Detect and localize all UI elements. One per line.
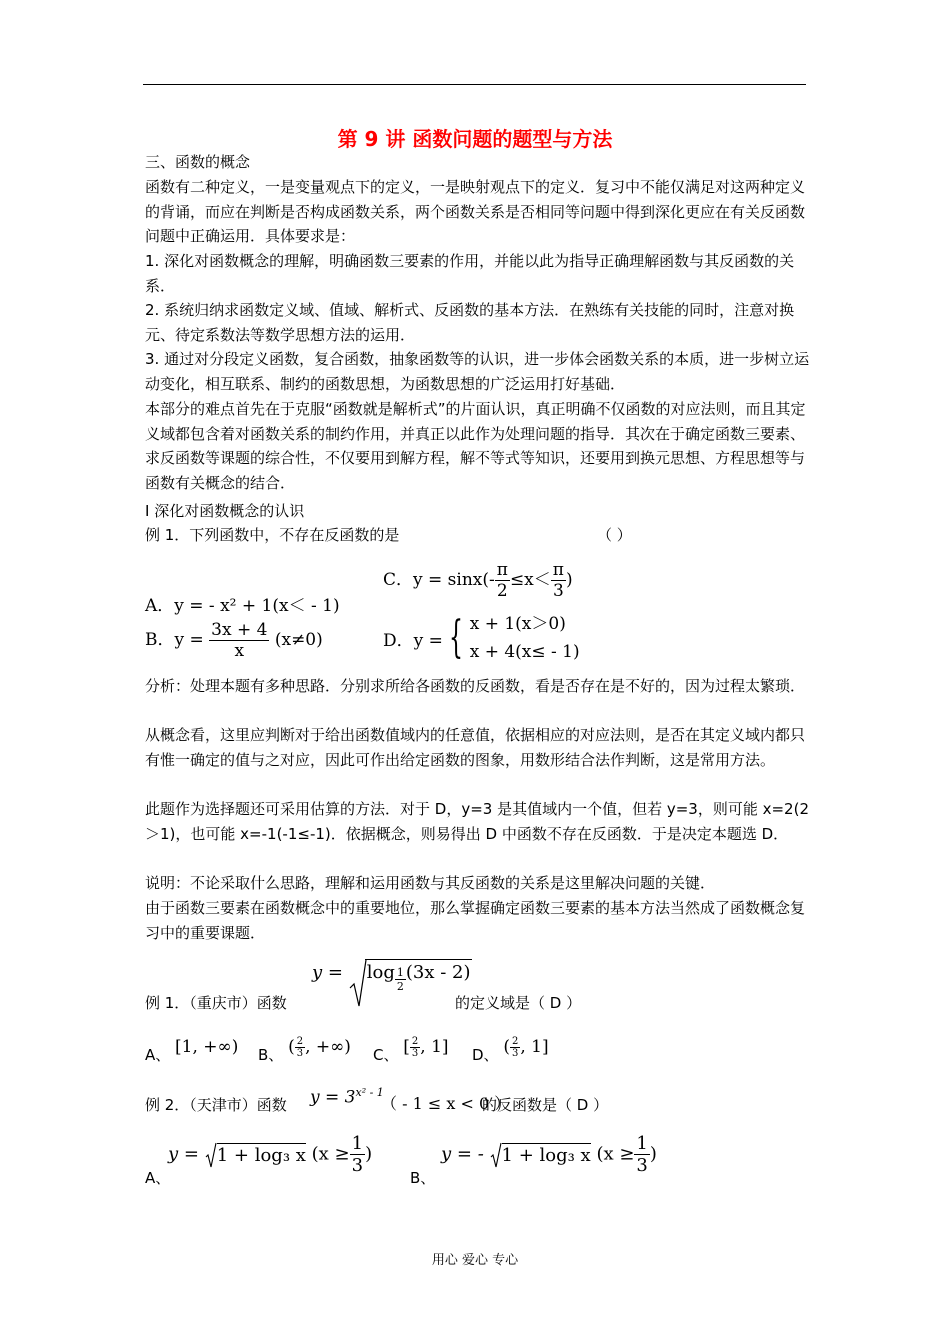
example3-condition: （ - 1 ≤ x < 0 ）: [381, 1094, 511, 1113]
header-rule: [143, 84, 806, 85]
option-a-condition: (x ≥: [311, 1143, 350, 1165]
difficulty-paragraph: 本部分的难点首先在于克服“函数就是解析式”的片面认识，真正明确不仅函数的对应法则，而且其定义域都包含着对函数关系的制约作用，并真正以此作为处理问题的指导．其次在于确定函数三要素、求反函数等课题的综合性，不仅要用到解方程，解不等式等知识，还要用到换元思想、方程思想等与函数有关概念的结合．: [145, 400, 806, 492]
intro-paragraph: 函数有二种定义，一是变量观点下的定义，一是映射观点下的定义．复习中不能仅满足对这两种定义的背诵，而应在判断是否构成函数关系，两个函数关系是否相同等问题中得到深化更应在有关反函数问题中正确运用．具体要求是：: [145, 178, 806, 246]
option-a-num: 1: [351, 1133, 364, 1154]
option-c-num-1: π: [496, 560, 508, 580]
example2-y: y =: [312, 962, 343, 983]
option-b-radical: [490, 1142, 591, 1168]
option-d-label: D、: [472, 1046, 499, 1064]
analysis-paragraph-1: 分析：处理本题有多种思路．分别求所给各函数的反函数，看是否存在是不好的，因为过程太繁琐．: [145, 677, 806, 695]
option-c-fraction-2: [551, 560, 566, 601]
option-b-num: 2: [296, 1036, 304, 1047]
option-a-radical: [205, 1142, 306, 1168]
option-d-case-2: x + 4(x≤ - 1): [469, 642, 580, 662]
example1-option-d: [383, 610, 580, 666]
option-d-cases: [470, 610, 580, 666]
option-c-open: [: [403, 1037, 410, 1057]
option-c-suffix: ): [565, 570, 573, 590]
option-c-den: 3: [411, 1048, 419, 1059]
option-b-close: , +∞): [305, 1037, 351, 1057]
radical-sign-icon: [205, 1142, 217, 1168]
option-a-radicand: 1 + log₃ x: [216, 1144, 306, 1166]
option-d-case-1: x + 1(x＞0): [469, 614, 566, 634]
option-b-open: (: [288, 1037, 295, 1057]
option-b-radicand: 1 + log₃ x: [501, 1144, 591, 1166]
option-c-den-2: 3: [552, 581, 564, 601]
option-b-den: 3: [296, 1048, 304, 1059]
option-b-fraction: [634, 1133, 649, 1176]
example2-option-c: [373, 1036, 449, 1067]
option-a-den: 3: [351, 1155, 364, 1176]
log-base-denominator: 2: [396, 980, 404, 993]
option-c-num-2: π: [552, 560, 564, 580]
requirement-1: 1. 深化对函数概念的理解，明确函数三要素的作用，并能以此为指导正确理解函数与其反函数的关系．: [145, 252, 795, 295]
example2-option-b: [258, 1036, 351, 1067]
example3-prefix: 例 2．（天津市）函数: [145, 1096, 287, 1114]
option-d-prefix: D．y =: [383, 630, 443, 651]
example3-base: y = 3: [310, 1087, 356, 1108]
log-base-numerator: 1: [396, 966, 404, 979]
option-b-denominator: x: [234, 641, 245, 661]
option-d-den: 3: [511, 1048, 519, 1059]
analysis-paragraph-3: 此题作为选择题还可采用估算的方法．对于 D，y=3 是其值域内一个值，但若 y=3，则可能 x=2(2＞1)，也可能 x=-1(-1≤-1)．依据概念，则易得出 D 中函数不存在反函数．于是决定本题选 D．: [145, 800, 809, 843]
option-b-den: 3: [636, 1155, 648, 1176]
option-b-label: B、: [258, 1046, 284, 1064]
example3-suffix: 的反函数是（ D ）: [482, 1096, 609, 1114]
option-a-label: A、: [145, 1046, 171, 1064]
analysis-paragraph-2: 从概念看，这里应判断对于给出函数值域内的任意值，依据相应的对应法则，是否在其定义域内都只有惟一确定的值与之对应，因此可作出给定函数的图象，用数形结合法作判断，这是常用方法。: [145, 726, 806, 769]
page-title: 第 9 讲 函数问题的题型与方法: [337, 127, 613, 151]
example3-formula: [310, 1086, 384, 1108]
option-c-middle: ≤x＜: [509, 570, 551, 590]
option-b-value: [288, 1037, 351, 1057]
option-a-fraction: [350, 1133, 365, 1176]
example1-stem: 例 1．下列函数中，不存在反函数的是: [145, 526, 400, 544]
option-b-condition: (x≠0): [274, 630, 323, 650]
example2-option-a: [145, 1037, 239, 1065]
option-b-lhs: y = -: [441, 1143, 484, 1165]
radical-sign-icon: [490, 1142, 502, 1168]
option-b-condition: (x ≥: [596, 1143, 635, 1165]
option-c-label: C、: [373, 1046, 399, 1064]
option-a-value: [1, +∞): [175, 1037, 239, 1057]
example1-option-c: [383, 560, 573, 601]
example3-exponent: x² - 1: [355, 1086, 384, 1099]
example2-prefix: 例 1．（重庆市）函数: [145, 994, 287, 1012]
option-d-brace: {: [449, 612, 464, 663]
note-paragraph: 说明：不论采取什么思路，理解和运用函数与其反函数的关系是这里解决问题的关键．: [145, 874, 716, 892]
option-c-num: 2: [411, 1036, 419, 1047]
option-c-close: , 1]: [420, 1037, 449, 1057]
option-d-value: [503, 1037, 548, 1057]
requirement-3: 3. 通过对分段定义函数，复合函数，抽象函数等的认识，进一步体会函数关系的本质，进一步树立运动变化，相互联系、制约的函数思想，为函数思想的广泛运用打好基础．: [145, 350, 810, 393]
subsection-heading: Ⅰ 深化对函数概念的认识: [145, 502, 305, 520]
example1-option-b: [145, 620, 323, 661]
option-c-value: [403, 1037, 448, 1057]
requirement-2: 2. 系统归纳求函数定义域、值域、解析式、反函数的基本方法．在熟练有关技能的同时，注意对换元、待定系数法等数学思想方法的运用．: [145, 301, 795, 344]
transition-paragraph: 由于函数三要素在函数概念中的重要地位，那么掌握确定函数三要素的基本方法当然成了函数概念复习中的重要课题．: [145, 899, 806, 942]
option-b-close: ): [649, 1143, 657, 1165]
example1-answer-blank: （ ）: [597, 526, 632, 544]
example2-formula: [312, 958, 472, 1008]
example1-option-a: A．y = - x² + 1(x＜ - 1): [145, 596, 340, 616]
option-a-lhs: y =: [168, 1143, 199, 1165]
example2-log: log: [366, 962, 395, 983]
example3-option-a: [168, 1133, 372, 1176]
option-c-fraction-1: [495, 560, 510, 601]
option-b-num: 1: [636, 1133, 648, 1154]
section-heading: 三、函数的概念: [145, 153, 251, 171]
option-b-numerator: 3x + 4: [211, 620, 268, 640]
example2-option-d: [472, 1036, 549, 1067]
option-c-prefix: C．y = sinx(-: [383, 570, 495, 590]
option-b-fraction: [209, 620, 269, 661]
option-c-den-1: 2: [496, 581, 508, 601]
example3-option-b-label: B、: [410, 1169, 436, 1187]
example3-option-a-label: A、: [145, 1169, 171, 1187]
option-d-num: 2: [511, 1036, 519, 1047]
example2-radicand: [365, 959, 473, 993]
example2-argument: (3x - 2): [405, 962, 471, 983]
option-d-close: , 1]: [520, 1037, 549, 1057]
option-d-open: (: [503, 1037, 510, 1057]
page-footer: 用心 爱心 专心: [431, 1253, 519, 1268]
option-b-prefix: B．y =: [145, 630, 204, 650]
option-a-close: ): [365, 1143, 373, 1165]
example2-log-base: [395, 966, 406, 993]
example2-suffix: 的定义域是（ D ）: [455, 994, 582, 1012]
example3-option-b: [441, 1133, 657, 1176]
